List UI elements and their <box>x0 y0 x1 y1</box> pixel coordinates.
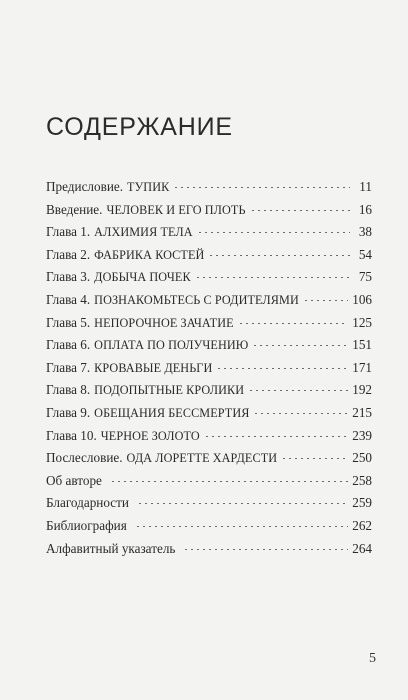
toc-entry-title: ДОБЫЧА ПОЧЕК <box>94 270 191 285</box>
dot-leader <box>195 277 350 278</box>
dot-leader <box>238 323 349 324</box>
toc-entry-page: 38 <box>358 224 372 240</box>
toc-entry-prefix: Глава 2. <box>46 246 91 262</box>
dot-leader <box>137 503 348 504</box>
dot-leader <box>135 526 348 527</box>
toc-entry-prefix: Благодарности <box>46 495 129 511</box>
toc-entry-title: ПОЗНАКОМЬТЕСЬ С РОДИТЕЛЯМИ <box>94 292 299 307</box>
toc-entry-label <box>46 402 249 425</box>
toc-entry-prefix: Глава 8. <box>46 382 91 398</box>
toc-entry-label <box>46 492 133 515</box>
dot-leader <box>204 436 348 437</box>
toc-entry-label <box>46 312 234 335</box>
toc-entry <box>46 538 372 561</box>
toc-entry <box>46 425 372 448</box>
toc-entry <box>46 402 372 425</box>
toc-entry-page: 171 <box>352 359 372 375</box>
toc-entry-title: НЕПОРОЧНОЕ ЗАЧАТИЕ <box>94 315 234 330</box>
dot-leader <box>253 413 348 414</box>
toc-entry-page: 54 <box>358 246 372 262</box>
dot-leader <box>248 390 348 391</box>
toc-entry-label <box>46 221 193 244</box>
toc-entry-page: 264 <box>352 540 372 556</box>
dot-leader <box>110 481 348 482</box>
toc-entry-title: ОПЛАТА ПО ПОЛУЧЕНИЮ <box>94 338 249 353</box>
dot-leader <box>197 232 350 233</box>
toc-entry-prefix: Глава 4. <box>46 291 91 307</box>
toc-entry <box>46 244 372 267</box>
toc-entry-label <box>46 379 244 402</box>
toc-entry-prefix: Глава 7. <box>46 359 91 375</box>
toc-entry-label <box>46 470 106 493</box>
toc-entry <box>46 199 372 222</box>
toc-entry-title: ОДА ЛОРЕТТЕ ХАРДЕСТИ <box>126 451 278 466</box>
contents-heading: СОДЕРЖАНИЕ <box>46 113 233 141</box>
toc-entry-page: 215 <box>352 404 372 420</box>
dot-leader <box>250 210 350 211</box>
toc-entry <box>46 515 372 538</box>
toc-entry-label <box>46 515 131 538</box>
toc-entry-label <box>46 425 200 448</box>
toc-entry-prefix: Алфавитный указатель <box>46 540 176 556</box>
dot-leader <box>183 549 348 550</box>
dot-leader <box>173 187 350 188</box>
toc-entry <box>46 176 372 199</box>
toc-entry <box>46 379 372 402</box>
toc-entry-title: ЧЕЛОВЕК И ЕГО ПЛОТЬ <box>106 202 246 217</box>
toc-entry-prefix: Об авторе <box>46 472 102 488</box>
toc-entry-label <box>46 176 169 199</box>
toc-entry <box>46 221 372 244</box>
toc-entry-page: 192 <box>352 382 372 398</box>
toc-entry-prefix: Введение. <box>46 201 103 217</box>
page-number: 5 <box>369 651 376 666</box>
toc-entry-prefix: Глава 1. <box>46 224 91 240</box>
dot-leader <box>303 300 348 301</box>
toc-entry-label <box>46 244 204 267</box>
toc-entry-page: 125 <box>352 314 372 330</box>
toc-entry <box>46 447 372 470</box>
toc-entry-prefix: Глава 10. <box>46 427 97 443</box>
toc-entry-label <box>46 334 248 357</box>
toc-entry <box>46 312 372 335</box>
toc-entry-prefix: Библиография <box>46 517 127 533</box>
toc-entry-title: ФАБРИКА КОСТЕЙ <box>94 247 205 262</box>
toc-entry-label <box>46 289 299 312</box>
toc-entry-page: 151 <box>352 337 372 353</box>
dot-leader <box>208 255 350 256</box>
dot-leader <box>216 368 348 369</box>
toc-entry-label <box>46 538 179 561</box>
toc-entry-label <box>46 199 246 222</box>
toc-entry-label <box>46 266 191 289</box>
toc-entry-title: ОБЕЩАНИЯ БЕССМЕРТИЯ <box>94 405 250 420</box>
toc-entry-page: 11 <box>359 179 372 194</box>
toc-entry <box>46 266 372 289</box>
toc-entry-page: 106 <box>352 291 372 307</box>
toc-entry-page: 262 <box>352 517 372 533</box>
toc-entry-page: 258 <box>352 472 372 488</box>
toc-entry-title: ПОДОПЫТНЫЕ КРОЛИКИ <box>94 383 245 398</box>
toc-entry-prefix: Предисловие. <box>46 179 124 194</box>
toc-entry <box>46 357 372 380</box>
toc-entry-page: 16 <box>358 201 372 217</box>
dot-leader <box>281 458 348 459</box>
toc-entry <box>46 289 372 312</box>
table-of-contents <box>46 176 372 560</box>
toc-entry-label <box>46 447 277 470</box>
toc-entry-prefix: Глава 9. <box>46 404 91 420</box>
toc-entry-prefix: Глава 5. <box>46 314 91 330</box>
toc-entry-title: АЛХИМИЯ ТЕЛА <box>94 225 193 240</box>
toc-entry-title: ТУПИК <box>127 180 170 194</box>
toc-entry <box>46 470 372 493</box>
dot-leader <box>252 345 348 346</box>
toc-entry-page: 259 <box>352 495 372 511</box>
toc-entry-prefix: Глава 6. <box>46 337 91 353</box>
toc-entry-prefix: Глава 3. <box>46 269 91 285</box>
toc-entry-page: 239 <box>352 427 372 443</box>
toc-entry <box>46 492 372 515</box>
toc-entry-page: 250 <box>352 450 372 466</box>
toc-entry-prefix: Послесловие. <box>46 450 123 466</box>
toc-entry-label <box>46 357 212 380</box>
toc-entry <box>46 334 372 357</box>
toc-entry-title: ЧЕРНОЕ ЗОЛОТО <box>100 428 200 443</box>
toc-entry-page: 75 <box>358 269 372 285</box>
toc-entry-title: КРОВАВЫЕ ДЕНЬГИ <box>94 360 213 375</box>
